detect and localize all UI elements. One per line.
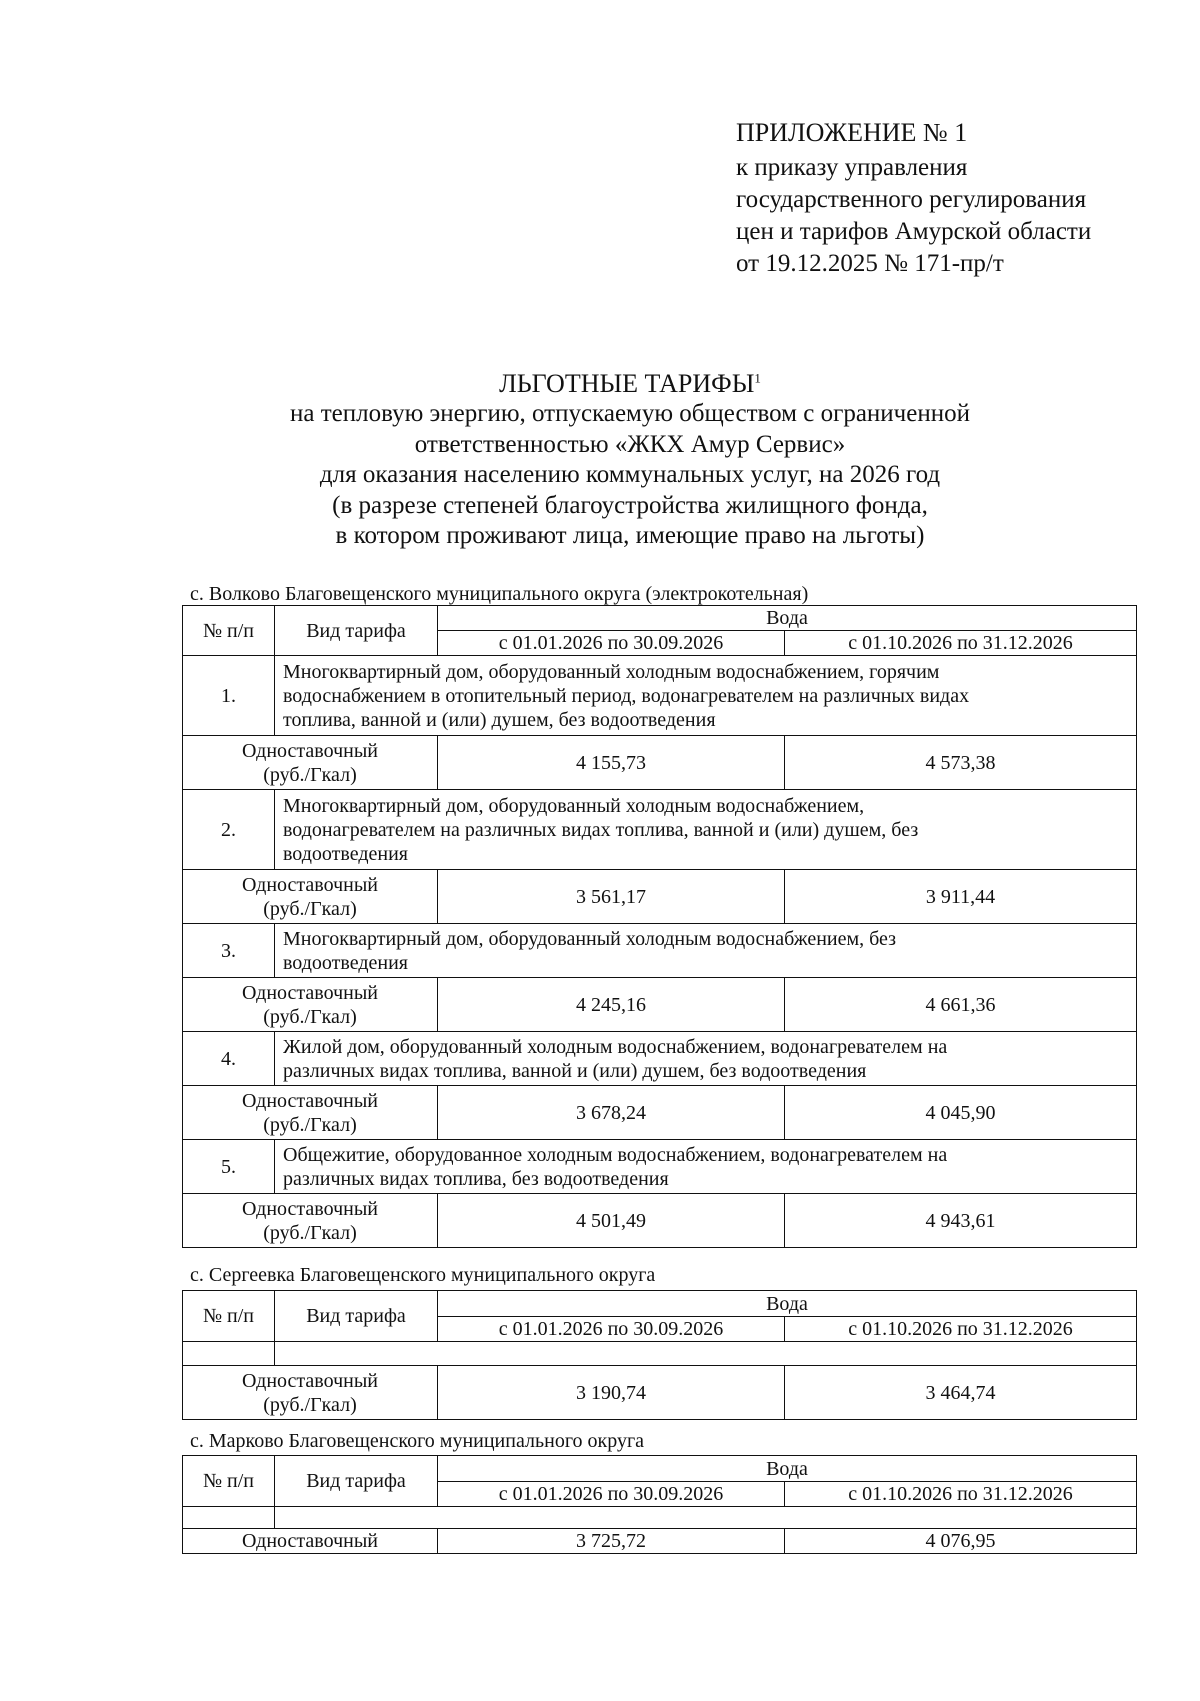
table-row xyxy=(183,924,1137,978)
appendix-line: государственного регулирования xyxy=(736,186,1087,213)
description-line: водонагревателем на различных видах топлива, ванной и (или) душем, без xyxy=(283,818,919,841)
tariff-table-markovo xyxy=(182,1455,1137,1554)
table-row xyxy=(183,736,1137,790)
tariff-type xyxy=(183,1529,438,1554)
title-line: на тепловую энергию, отпускаемую обществом с ограниченной xyxy=(290,400,970,427)
tariff-type-label: Одноставочный xyxy=(242,1197,378,1220)
empty-cell xyxy=(183,1507,275,1529)
tariff-value-period-1: 4 155,73 xyxy=(438,736,785,790)
title-line: (в разрезе степеней благоустройства жилищного фонда, xyxy=(332,491,928,519)
appendix-title: ПРИЛОЖЕНИЕ № 1 xyxy=(736,118,968,147)
row-number: 3. xyxy=(183,924,275,978)
document-title-text: ЛЬГОТНЫЕ ТАРИФЫ xyxy=(499,369,755,398)
tariff-type xyxy=(183,1086,438,1140)
header-period-1: с 01.01.2026 по 30.09.2026 xyxy=(438,1317,785,1342)
header-period-2: с 01.10.2026 по 31.12.2026 xyxy=(785,1482,1137,1507)
description-line: водоснабжением в отопительный период, водонагревателем на различных видах xyxy=(283,684,970,707)
row-description xyxy=(275,656,1137,736)
tariff-value-period-2: 3 464,74 xyxy=(785,1366,1137,1420)
tariff-table-volkovo xyxy=(182,605,1137,1248)
tariff-type xyxy=(183,870,438,924)
description-line: водоотведения xyxy=(283,951,408,974)
appendix-line: от 19.12.2025 № 171-пр/т xyxy=(736,250,1004,277)
title-line: ответственностью «ЖКХ Амур Сервис» xyxy=(414,430,846,458)
appendix-header xyxy=(736,116,1176,280)
header-water: Вода xyxy=(438,606,1137,631)
tariff-value-period-1: 4 245,16 xyxy=(438,978,785,1032)
tariff-type-label: Одноставочный xyxy=(242,739,378,762)
tariff-type-label: Одноставочный xyxy=(242,873,378,896)
tariff-unit-label: (руб./Гкал) xyxy=(263,1393,357,1416)
header-period-1: с 01.01.2026 по 30.09.2026 xyxy=(438,631,785,656)
section-caption-sergeevka: с. Сергеевка Благовещенского муниципального округа xyxy=(190,1264,656,1286)
tariff-value-period-2: 4 661,36 xyxy=(785,978,1137,1032)
tariff-value-period-1: 4 501,49 xyxy=(438,1194,785,1248)
empty-cell xyxy=(275,1507,1137,1529)
row-number: 2. xyxy=(183,790,275,870)
table-row xyxy=(183,1086,1137,1140)
table-row xyxy=(183,1194,1137,1248)
tariff-type-label: Одноставочный xyxy=(242,1369,378,1392)
description-line: различных видах топлива, без водоотведения xyxy=(283,1167,669,1190)
header-period-2: с 01.10.2026 по 31.12.2026 xyxy=(785,1317,1137,1342)
document-title-block xyxy=(190,368,1070,552)
table-row xyxy=(183,1366,1137,1420)
header-type: Вид тарифа xyxy=(275,1291,438,1342)
section-caption-markovo: с. Марково Благовещенского муниципального округа xyxy=(190,1430,645,1452)
tariff-type xyxy=(183,978,438,1032)
tariff-value-period-1: 3 561,17 xyxy=(438,870,785,924)
tariff-type xyxy=(183,1194,438,1248)
tariff-type xyxy=(183,736,438,790)
header-period-2: с 01.10.2026 по 31.12.2026 xyxy=(785,631,1137,656)
description-line: водоотведения xyxy=(283,842,408,865)
table-row-empty xyxy=(183,1507,1137,1529)
table-row-empty xyxy=(183,1342,1137,1366)
tariff-table-sergeevka xyxy=(182,1290,1137,1420)
table-row xyxy=(183,656,1137,736)
tariff-value-period-1: 3 725,72 xyxy=(438,1529,785,1554)
description-line: топлива, ванной и (или) душем, без водоотведения xyxy=(283,708,716,731)
table-row xyxy=(183,978,1137,1032)
header-water: Вода xyxy=(438,1291,1137,1317)
row-description xyxy=(275,1032,1137,1086)
tariff-type xyxy=(183,1366,438,1420)
row-number: 1. xyxy=(183,656,275,736)
description-line: Жилой дом, оборудованный холодным водоснабжением, водонагревателем на xyxy=(283,1035,948,1058)
row-description xyxy=(275,924,1137,978)
tariff-value-period-2: 4 076,95 xyxy=(785,1529,1137,1554)
tariff-unit-label: (руб./Гкал) xyxy=(263,1113,357,1136)
row-description xyxy=(275,1140,1137,1194)
document-title xyxy=(190,368,1070,399)
description-line: Общежитие, оборудованное холодным водоснабжением, водонагревателем на xyxy=(283,1143,948,1166)
tariff-type-label: Одноставочный xyxy=(242,1089,378,1112)
header-num: № п/п xyxy=(183,606,275,656)
table-row xyxy=(183,1140,1137,1194)
tariff-unit-label: (руб./Гкал) xyxy=(263,1005,357,1028)
description-line: Многоквартирный дом, оборудованный холодным водоснабжением, без xyxy=(283,927,897,950)
tariff-value-period-1: 3 678,24 xyxy=(438,1086,785,1140)
empty-cell xyxy=(183,1342,275,1366)
header-period-1: с 01.01.2026 по 30.09.2026 xyxy=(438,1482,785,1507)
appendix-line: цен и тарифов Амурской области xyxy=(736,218,1092,245)
tariff-value-period-1: 3 190,74 xyxy=(438,1366,785,1420)
header-num: № п/п xyxy=(183,1291,275,1342)
description-line: различных видах топлива, ванной и (или) душем, без водоотведения xyxy=(283,1059,867,1082)
tariff-value-period-2: 4 943,61 xyxy=(785,1194,1137,1248)
header-num: № п/п xyxy=(183,1456,275,1507)
tariff-unit-label: (руб./Гкал) xyxy=(263,897,357,920)
footnote-mark: 1 xyxy=(754,370,761,386)
row-description xyxy=(275,790,1137,870)
header-type: Вид тарифа xyxy=(275,1456,438,1507)
table-row xyxy=(183,1032,1137,1086)
appendix-line: к приказу управления xyxy=(736,154,968,181)
row-number: 4. xyxy=(183,1032,275,1086)
description-line: Многоквартирный дом, оборудованный холодным водоснабжением, горячим xyxy=(283,660,940,683)
title-line: для оказания населению коммунальных услуг, на 2026 год xyxy=(319,461,941,488)
tariff-unit-label: (руб./Гкал) xyxy=(263,763,357,786)
tariff-value-period-2: 4 045,90 xyxy=(785,1086,1137,1140)
table-row xyxy=(183,1529,1137,1554)
empty-cell xyxy=(275,1342,1137,1366)
section-caption-volkovo: с. Волково Благовещенского муниципального округа (электрокотельная) xyxy=(190,583,809,605)
table-row xyxy=(183,790,1137,870)
table-row xyxy=(183,870,1137,924)
tariff-value-period-2: 4 573,38 xyxy=(785,736,1137,790)
description-line: Многоквартирный дом, оборудованный холодным водоснабжением, xyxy=(283,794,865,817)
tariff-unit-label: (руб./Гкал) xyxy=(263,1221,357,1244)
header-water: Вода xyxy=(438,1456,1137,1482)
title-line: в котором проживают лица, имеющие право на льготы) xyxy=(335,522,925,549)
tariff-type-label: Одноставочный xyxy=(242,981,378,1004)
header-type: Вид тарифа xyxy=(275,606,438,656)
tariff-type-label: Одноставочный xyxy=(242,1530,378,1552)
row-number: 5. xyxy=(183,1140,275,1194)
tariff-value-period-2: 3 911,44 xyxy=(785,870,1137,924)
